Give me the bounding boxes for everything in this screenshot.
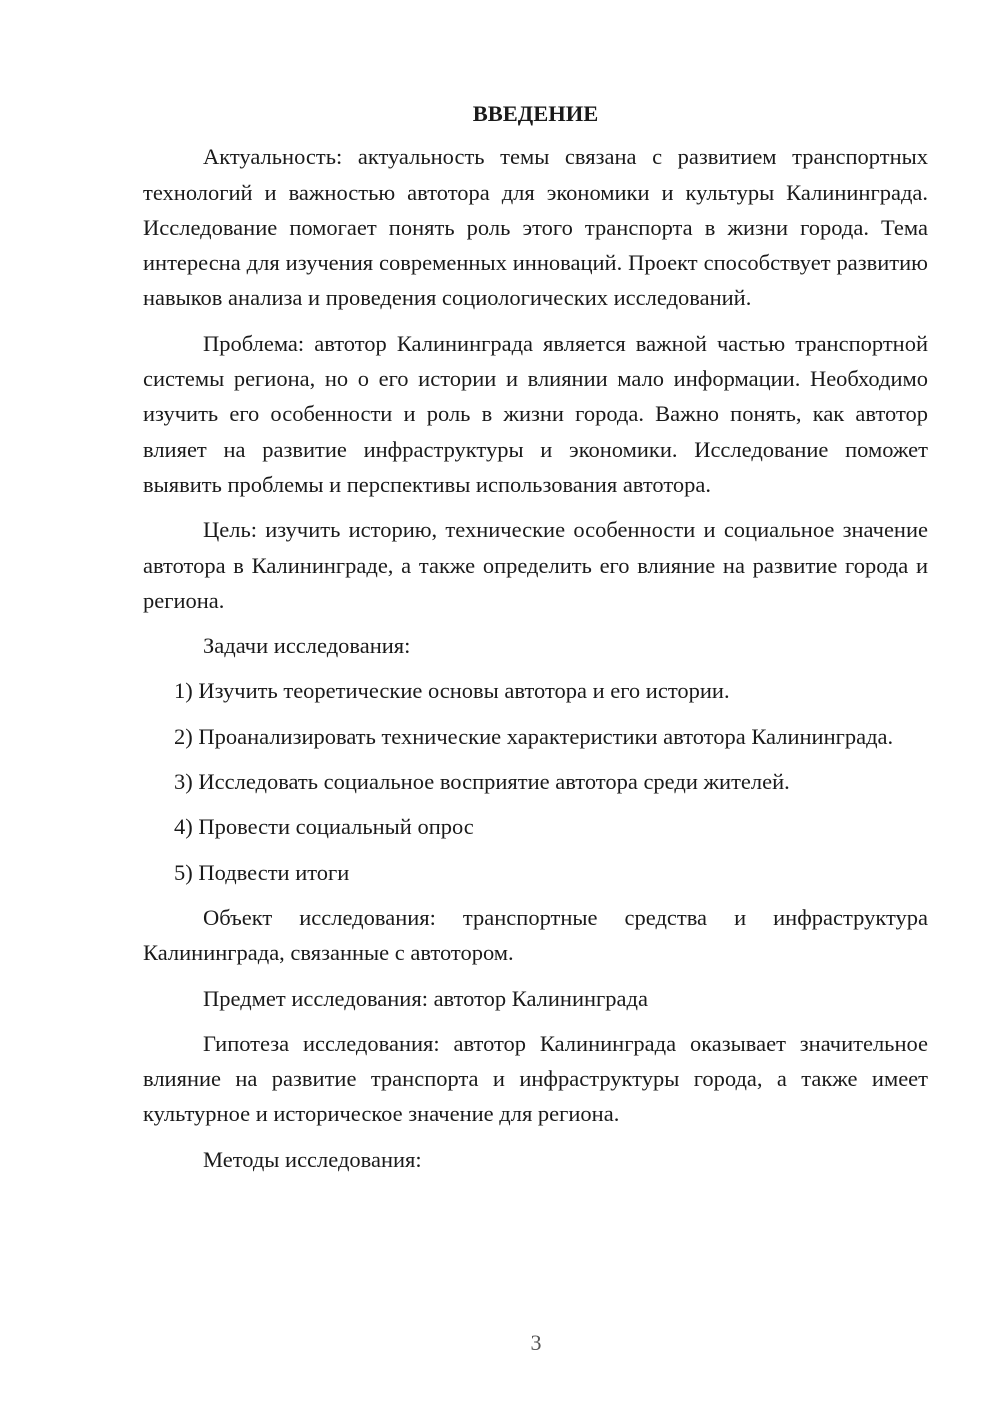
page-number: 3 [530, 1330, 542, 1355]
paragraph-subject: Предмет исследования: автотор Калининграда [203, 985, 648, 1011]
document-page [143, 96, 928, 1187]
methods-heading: Методы исследования: [203, 1146, 422, 1172]
task-item-4: 4) Провести социальный опрос [174, 814, 474, 840]
task-item-3: 3) Исследовать социальное восприятие автотора среди жителей. [174, 769, 790, 795]
page-title: ВВЕДЕНИЕ [472, 101, 599, 126]
paragraph-goal: Цель: изучить историю, технические особенности и социальное значение автотора в Калининграде, а также определить его влияние на развитие города и региона. [143, 517, 928, 613]
paragraph-relevance: Актуальность: актуальность темы связана с развитием транспортных технологий и важностью автотора для экономики и культуры Калининграда. Исследование помогает понять роль этого транспорта в жизни города. Тема интересна для изучения современных инноваций. Проект способствует развитию навыков анализа и проведения социологических исследований. [143, 144, 928, 311]
task-item-2: 2) Проанализировать технические характеристики автотора Калининграда. [174, 723, 894, 749]
tasks-heading: Задачи исследования: [203, 633, 411, 659]
paragraph-object: Объект исследования: транспортные средства и инфраструктура Калининграда, связанные с автотором. [143, 904, 928, 966]
paragraph-problem: Проблема: автотор Калининграда является важной частью транспортной системы региона, но о его истории и влиянии мало информации. Необходимо изучить его особенности и роль в жизни города. Важно понять, как автотор влияет на развитие инфраструктуры и экономики. Исследование поможет выявить проблемы и перспективы использования автотора. [143, 330, 928, 497]
task-item-5: 5) Подвести итоги [174, 859, 350, 885]
paragraph-hypothesis: Гипотеза исследования: автотор Калининграда оказывает значительное влияние на развитие транспорта и инфраструктуры города, а также имеет культурное и историческое значение для региона. [143, 1030, 928, 1127]
task-item-1: 1) Изучить теоретические основы автотора и его истории. [174, 678, 730, 704]
